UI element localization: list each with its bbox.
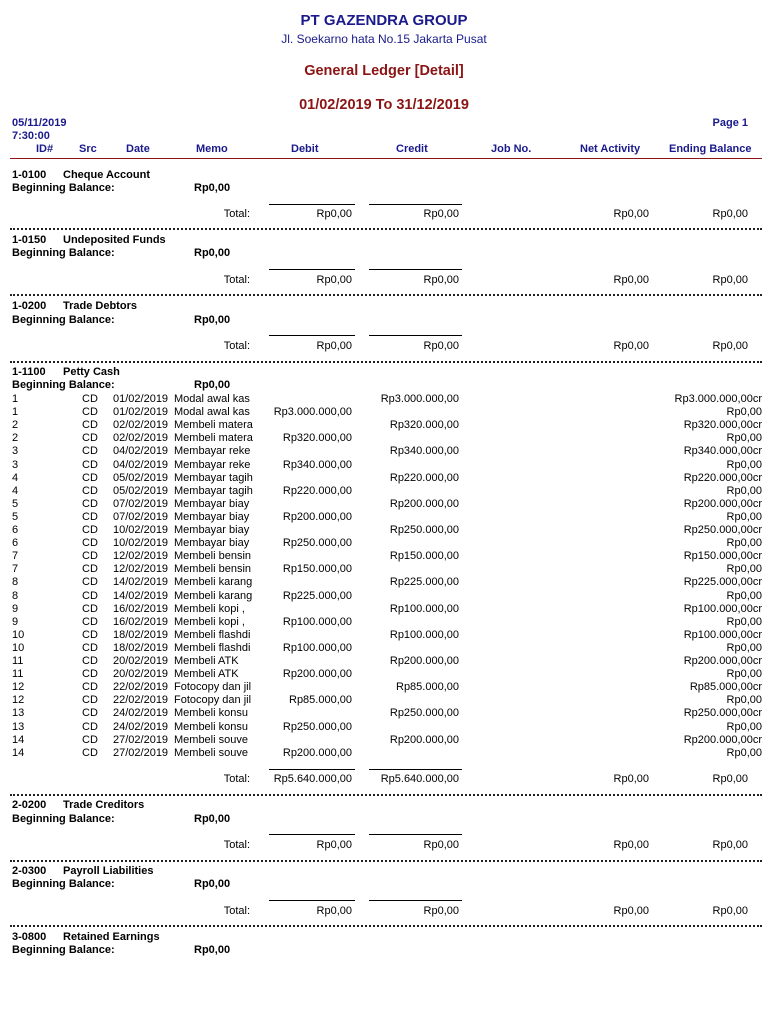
row-credit: Rp320.000,00 [389,419,459,432]
row-id: 4 [12,484,19,497]
row-memo: Membeli bensin [174,563,252,576]
row-ending-balance: Rp0,00 [726,641,762,654]
row-date: 24/02/2019 [113,720,169,733]
row-date: 01/02/2019 [113,393,169,405]
table-row [0,681,768,694]
total-credit: Rp5.640.000,00 [380,773,459,785]
row-memo: Membayar biay [174,497,250,510]
beginning-balance-label: Beginning Balance: [12,813,115,825]
account-code: 2-0200 [12,799,47,811]
row-src: CD [82,733,98,746]
credit-underline [369,204,462,205]
row-ending-balance: Rp0,00 [726,432,762,445]
total-net-activity: Rp0,00 [613,340,649,352]
row-memo: Membeli flashdi [174,628,251,641]
row-src: CD [82,720,98,733]
table-row [0,445,768,458]
company-name: PT GAZENDRA GROUP [300,12,468,29]
total-credit: Rp0,00 [423,340,459,352]
row-ending-balance: Rp0,00 [726,484,762,497]
row-memo: Membeli souve [174,746,248,759]
row-memo: Modal awal kas [174,406,250,419]
table-row [0,734,768,747]
credit-underline [369,900,462,901]
table-row [0,707,768,720]
row-src: CD [82,655,98,667]
total-credit: Rp0,00 [423,839,459,851]
row-src: CD [82,445,98,458]
table-row [0,498,768,511]
total-debit: Rp5.640.000,00 [273,773,352,785]
row-id: 8 [12,576,19,589]
print-time: 7:30:00 [12,130,50,142]
account-name: Undeposited Funds [63,234,166,246]
row-src: CD [82,615,98,628]
row-date: 10/02/2019 [113,524,169,536]
page-number: Page 1 [712,117,748,129]
account-code: 3-0800 [12,931,47,943]
row-id: 2 [12,419,19,432]
row-src: CD [82,694,98,707]
row-ending-balance: Rp0,00 [726,537,762,550]
table-row [0,616,768,629]
table-row [0,694,768,707]
account-code: 2-0300 [12,865,47,877]
report-date-range: 01/02/2019 To 31/12/2019 [299,97,469,113]
row-date: 05/02/2019 [113,484,169,497]
row-ending-balance: Rp150.000,00cr [683,550,762,563]
credit-underline [369,335,462,336]
row-src: CD [82,563,98,576]
row-memo: Membeli ATK [174,668,239,681]
row-credit: Rp100.000,00 [389,602,459,615]
row-debit: Rp85.000,00 [289,694,352,707]
total-debit: Rp0,00 [316,340,352,352]
row-ending-balance: Rp225.000,00cr [683,576,762,589]
row-src: CD [82,484,98,497]
row-memo: Membeli flashdi [174,641,251,654]
row-memo: Membeli bensin [174,550,252,563]
account-name: Payroll Liabilities [63,865,154,877]
row-ending-balance: Rp200.000,00cr [683,733,762,746]
row-debit: Rp200.000,00 [282,668,352,681]
row-credit: Rp200.000,00 [389,733,459,746]
row-memo: Membeli ATK [174,655,239,667]
table-row [0,432,768,445]
table-row [0,524,768,537]
row-memo: Membayar reke [174,458,251,471]
row-date: 12/02/2019 [113,563,169,576]
row-src: CD [82,589,98,602]
row-src: CD [82,707,98,720]
row-credit: Rp250.000,00 [389,524,459,536]
row-src: CD [82,458,98,471]
row-src: CD [82,406,98,419]
total-debit: Rp0,00 [316,274,352,286]
row-memo: Membeli konsu [174,720,248,733]
transaction-list [0,393,768,761]
total-net-activity: Rp0,00 [613,274,649,286]
total-ending-balance: Rp0,00 [712,274,748,286]
row-date: 18/02/2019 [113,641,169,654]
row-memo: Membeli matera [174,419,253,432]
row-credit: Rp225.000,00 [389,576,459,589]
total-credit: Rp0,00 [423,274,459,286]
total-label: Total: [223,340,250,352]
table-row [0,393,768,406]
account-name: Cheque Account [63,169,150,181]
row-src: CD [82,471,98,484]
row-memo: Membeli konsu [174,707,248,720]
total-ending-balance: Rp0,00 [712,839,748,851]
account-name: Petty Cash [63,366,120,378]
row-memo: Membeli kopi , [174,602,245,615]
row-date: 22/02/2019 [113,694,169,707]
print-date: 05/11/2019 [12,117,67,129]
row-date: 10/02/2019 [113,537,169,550]
column-header-net-activity: Net Activity [580,143,641,155]
account-code: 1-0200 [12,300,47,312]
beginning-balance-value: Rp0,00 [194,944,231,956]
beginning-balance-value: Rp0,00 [194,379,231,391]
row-date: 01/02/2019 [113,406,169,419]
section-divider [10,361,762,363]
row-date: 24/02/2019 [113,707,169,720]
company-address: Jl. Soekarno hata No.15 Jakarta Pusat [281,32,487,46]
total-debit: Rp0,00 [316,905,352,917]
total-debit: Rp0,00 [316,208,352,220]
total-label: Total: [223,839,250,851]
section-divider [10,228,762,230]
row-ending-balance: Rp0,00 [726,510,762,523]
total-label: Total: [223,208,250,220]
row-debit: Rp3.000.000,00 [273,406,352,419]
total-net-activity: Rp0,00 [613,839,649,851]
row-id: 9 [12,602,19,615]
row-id: 11 [12,668,24,681]
row-ending-balance: Rp200.000,00cr [683,497,762,510]
account-code: 1-1100 [12,366,46,378]
row-date: 16/02/2019 [113,615,169,628]
beginning-balance-value: Rp0,00 [194,813,231,825]
row-id: 10 [12,641,25,654]
row-ending-balance: Rp0,00 [726,746,762,759]
row-id: 3 [12,458,19,471]
row-ending-balance: Rp0,00 [726,720,762,733]
row-memo: Membayar tagih [174,484,253,497]
row-id: 11 [12,655,24,667]
column-header-debit: Debit [291,143,319,155]
table-row [0,550,768,563]
row-date: 16/02/2019 [113,602,169,615]
credit-underline [369,834,462,835]
total-label: Total: [223,905,250,917]
row-ending-balance: Rp220.000,00cr [683,471,762,484]
row-memo: Membeli kopi , [174,615,245,628]
row-debit: Rp320.000,00 [282,432,352,445]
column-header-memo: Memo [196,143,228,155]
row-date: 22/02/2019 [113,681,169,694]
row-memo: Membeli matera [174,432,253,445]
row-src: CD [82,497,98,510]
row-memo: Membayar tagih [174,471,253,484]
row-date: 27/02/2019 [113,746,169,759]
row-id: 6 [12,537,19,550]
row-id: 7 [12,550,19,563]
row-ending-balance: Rp3.000.000,00cr [674,393,762,405]
row-date: 12/02/2019 [113,550,169,563]
row-ending-balance: Rp320.000,00cr [683,419,762,432]
row-date: 14/02/2019 [113,589,169,602]
row-debit: Rp250.000,00 [282,720,352,733]
report-title: General Ledger [Detail] [304,63,464,79]
section-divider [10,925,762,927]
row-ending-balance: Rp0,00 [726,406,762,419]
row-id: 5 [12,497,19,510]
table-row [0,629,768,642]
row-memo: Membeli souve [174,733,248,746]
row-src: CD [82,602,98,615]
beginning-balance-value: Rp0,00 [194,182,231,194]
row-ending-balance: Rp340.000,00cr [683,445,762,458]
row-debit: Rp100.000,00 [282,615,352,628]
total-credit: Rp0,00 [423,905,459,917]
account-name: Trade Debtors [63,300,137,312]
row-date: 04/02/2019 [113,458,169,471]
row-ending-balance: Rp100.000,00cr [683,628,762,641]
debit-underline [269,900,355,901]
row-id: 1 [12,406,19,419]
row-ending-balance: Rp0,00 [726,668,762,681]
row-memo: Membayar reke [174,445,251,458]
row-date: 20/02/2019 [113,655,169,667]
beginning-balance-label: Beginning Balance: [12,878,115,890]
row-debit: Rp340.000,00 [282,458,352,471]
row-src: CD [82,537,98,550]
row-src: CD [82,432,98,445]
row-id: 8 [12,589,19,602]
section-divider [10,294,762,296]
column-header-credit: Credit [396,143,428,155]
row-id: 1 [12,393,19,405]
row-memo: Membayar biay [174,524,250,536]
beginning-balance-label: Beginning Balance: [12,247,115,259]
row-src: CD [82,393,98,405]
beginning-balance-label: Beginning Balance: [12,314,115,326]
row-ending-balance: Rp0,00 [726,615,762,628]
row-debit: Rp200.000,00 [282,746,352,759]
table-row [0,655,768,668]
row-credit: Rp100.000,00 [389,628,459,641]
total-label: Total: [223,274,250,286]
row-ending-balance: Rp0,00 [726,563,762,576]
row-date: 02/02/2019 [113,419,169,432]
table-row [0,459,768,472]
column-header-id: ID# [36,143,54,155]
column-header-job: Job No. [491,143,532,155]
row-src: CD [82,510,98,523]
total-net-activity: Rp0,00 [613,905,649,917]
row-credit: Rp220.000,00 [389,471,459,484]
section-divider [10,794,762,796]
row-credit: Rp200.000,00 [389,497,459,510]
table-row [0,603,768,616]
section-divider [10,860,762,862]
account-name: Retained Earnings [63,931,160,943]
row-memo: Fotocopy dan jil [174,681,252,694]
total-ending-balance: Rp0,00 [712,340,748,352]
row-credit: Rp3.000.000,00 [380,393,459,405]
total-debit: Rp0,00 [316,839,352,851]
total-ending-balance: Rp0,00 [712,773,748,785]
debit-underline [269,834,355,835]
row-ending-balance: Rp0,00 [726,458,762,471]
row-src: CD [82,668,98,681]
row-id: 12 [12,694,25,707]
row-memo: Membeli karang [174,589,253,602]
row-date: 20/02/2019 [113,668,169,681]
total-ending-balance: Rp0,00 [712,905,748,917]
row-debit: Rp220.000,00 [282,484,352,497]
row-date: 27/02/2019 [113,733,169,746]
row-id: 14 [12,733,25,746]
table-row [0,747,768,760]
debit-underline [269,269,355,270]
row-src: CD [82,628,98,641]
row-id: 5 [12,510,19,523]
table-row [0,537,768,550]
row-memo: Membeli karang [174,576,253,589]
table-row [0,511,768,524]
row-debit: Rp250.000,00 [282,537,352,550]
table-row [0,721,768,734]
row-ending-balance: Rp0,00 [726,694,762,707]
row-credit: Rp250.000,00 [389,707,459,720]
credit-underline [369,769,462,770]
table-row [0,472,768,485]
table-row [0,485,768,498]
row-memo: Membayar biay [174,510,250,523]
row-id: 7 [12,563,19,576]
row-debit: Rp100.000,00 [282,641,352,654]
total-label: Total: [223,773,250,785]
beginning-balance-value: Rp0,00 [194,314,231,326]
row-ending-balance: Rp100.000,00cr [683,602,762,615]
row-id: 3 [12,445,19,458]
row-debit: Rp150.000,00 [282,563,352,576]
credit-underline [369,269,462,270]
row-src: CD [82,641,98,654]
row-src: CD [82,746,98,759]
row-credit: Rp150.000,00 [389,550,459,563]
row-id: 4 [12,471,19,484]
table-row [0,576,768,589]
beginning-balance-label: Beginning Balance: [12,182,115,194]
row-ending-balance: Rp0,00 [726,589,762,602]
row-debit: Rp200.000,00 [282,510,352,523]
row-memo: Fotocopy dan jil [174,694,252,707]
row-src: CD [82,524,98,536]
total-net-activity: Rp0,00 [613,208,649,220]
row-memo: Membayar biay [174,537,250,550]
table-row [0,406,768,419]
table-row [0,590,768,603]
column-header-date: Date [126,143,150,155]
row-src: CD [82,550,98,563]
row-src: CD [82,419,98,432]
debit-underline [269,204,355,205]
table-row [0,668,768,681]
row-ending-balance: Rp200.000,00cr [683,655,762,667]
row-memo: Modal awal kas [174,393,250,405]
row-ending-balance: Rp85.000,00cr [689,681,762,694]
row-date: 07/02/2019 [113,497,169,510]
row-debit: Rp225.000,00 [282,589,352,602]
beginning-balance-label: Beginning Balance: [12,379,115,391]
total-credit: Rp0,00 [423,208,459,220]
account-code: 1-0100 [12,169,47,181]
debit-underline [269,769,355,770]
header-divider [10,158,762,159]
row-ending-balance: Rp250.000,00cr [683,707,762,720]
account-name: Trade Creditors [63,799,145,811]
row-date: 14/02/2019 [113,576,169,589]
beginning-balance-value: Rp0,00 [194,878,231,890]
row-id: 9 [12,615,19,628]
row-id: 10 [12,628,25,641]
row-date: 04/02/2019 [113,445,169,458]
column-header-src: Src [79,143,97,155]
table-row [0,563,768,576]
total-net-activity: Rp0,00 [613,773,649,785]
row-credit: Rp340.000,00 [389,445,459,458]
total-ending-balance: Rp0,00 [712,208,748,220]
row-ending-balance: Rp250.000,00cr [683,524,762,536]
row-date: 05/02/2019 [113,471,169,484]
account-code: 1-0150 [12,234,47,246]
row-id: 13 [12,707,25,720]
row-credit: Rp200.000,00 [389,655,459,667]
row-src: CD [82,681,98,694]
row-id: 14 [12,746,25,759]
row-credit: Rp85.000,00 [396,681,459,694]
row-src: CD [82,576,98,589]
debit-underline [269,335,355,336]
column-header-ending-balance: Ending Balance [669,143,752,155]
table-row [0,419,768,432]
row-date: 02/02/2019 [113,432,169,445]
beginning-balance-label: Beginning Balance: [12,944,115,956]
row-id: 13 [12,720,25,733]
beginning-balance-value: Rp0,00 [194,247,231,259]
row-id: 2 [12,432,19,445]
table-row [0,642,768,655]
row-id: 6 [12,524,19,536]
row-date: 07/02/2019 [113,510,169,523]
row-id: 12 [12,681,25,694]
row-date: 18/02/2019 [113,628,169,641]
